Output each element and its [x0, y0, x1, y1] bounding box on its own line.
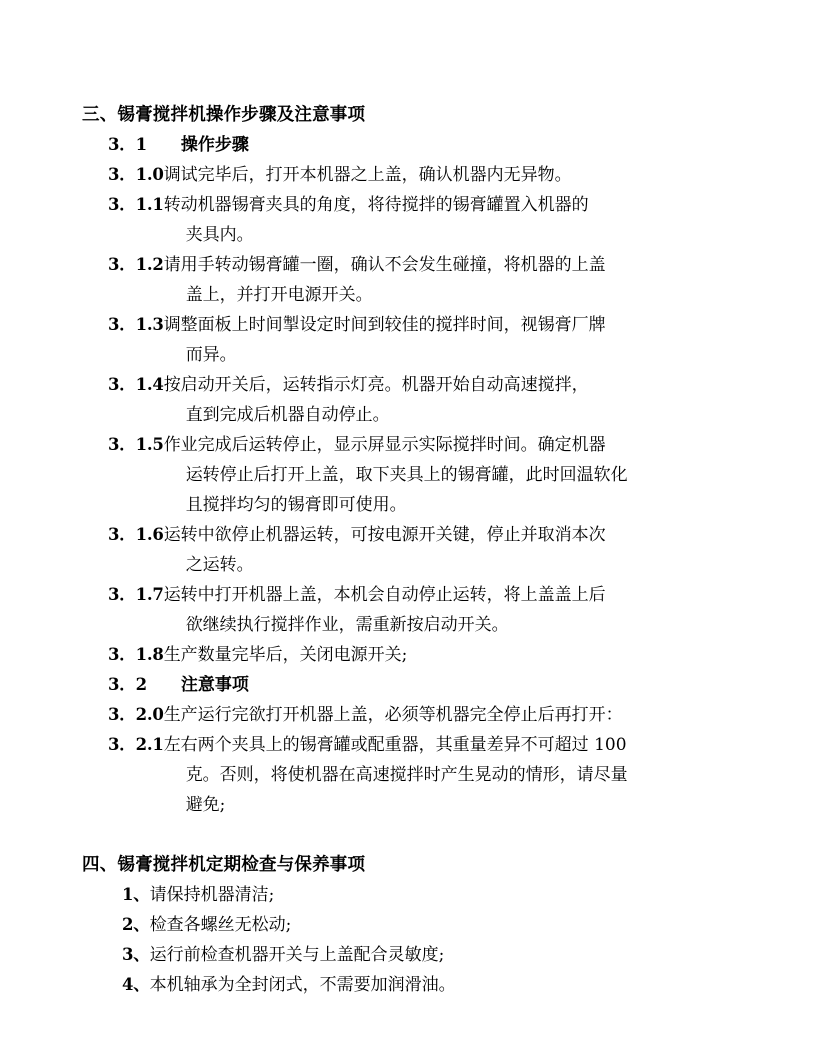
- step-line: 欲继续执行搅拌作业，需重新按启动开关。: [185, 615, 509, 635]
- step-line: 运转中欲停止机器运转，可按电源开关键，停止并取消本次: [163, 525, 606, 545]
- step-text: [164, 190, 758, 250]
- step-text: [164, 430, 758, 520]
- list-text: 请保持机器清洁;: [149, 885, 275, 905]
- step-line: 调试完毕后，打开本机器之上盖，确认机器内无异物。: [163, 165, 572, 185]
- step-text: [164, 640, 758, 670]
- note-line: 克。否则，将使机器在高速搅拌时产生晃动的情形，请尽量: [185, 765, 628, 785]
- step-line: 按启动开关后，运转指示灯亮。机器开始自动高速搅拌，: [163, 375, 589, 395]
- list-text: 本机轴承为全封闭式，不需要加润滑油。: [149, 975, 456, 995]
- step-line: 运转中打开机器上盖，本机会自动停止运转，将上盖盖上后: [163, 585, 606, 605]
- list-marker: 3、: [122, 945, 150, 964]
- maintenance-item-1: [82, 880, 758, 910]
- step-marker: 3．1.1: [108, 195, 164, 214]
- note-marker: 3．2.0: [108, 705, 164, 724]
- step-line: 夹具内。: [185, 225, 254, 245]
- step-3-1-2: [82, 250, 758, 310]
- list-marker: 4、: [122, 975, 150, 994]
- note-text: [164, 730, 758, 820]
- step-line: 直到完成后机器自动停止。: [185, 405, 390, 425]
- step-3-1-1: [82, 190, 758, 250]
- note-line: 生产运行完欲打开机器上盖，必须等机器完全停止后再打开：: [163, 705, 623, 725]
- section-heading-three: 三、锡膏搅拌机操作步骤及注意事项: [82, 105, 366, 125]
- note-text: [164, 700, 758, 730]
- step-marker: 3．1.3: [108, 315, 164, 334]
- maintenance-item-3: [82, 940, 758, 970]
- step-line: 之运转。: [185, 555, 254, 575]
- list-marker: 2、: [122, 915, 150, 934]
- list-text: 运行前检查机器开关与上盖配合灵敏度;: [149, 945, 445, 965]
- note-line: 左右两个夹具上的锡膏罐或配重器，其重量差异不可超过 100: [163, 735, 627, 755]
- step-marker: 3．1.5: [108, 435, 164, 454]
- note-marker: 3．2.1: [108, 735, 164, 754]
- step-text: [164, 580, 758, 640]
- step-line: 而异。: [185, 345, 237, 365]
- step-marker: 3．1.7: [108, 585, 164, 604]
- step-line: 转动机器锡膏夹具的角度，将待搅拌的锡膏罐置入机器的: [163, 195, 589, 215]
- step-3-1-0: [82, 160, 758, 190]
- step-line: 生产数量完毕后，关闭电源开关;: [163, 645, 408, 665]
- maintenance-item-4: [82, 970, 758, 1000]
- step-3-1-8: [82, 640, 758, 670]
- subheading-marker: 3．2: [108, 675, 147, 694]
- list-text: 检查各螺丝无松动;: [149, 915, 292, 935]
- step-marker: 3．1.0: [108, 165, 164, 184]
- step-text: [164, 310, 758, 370]
- step-marker: 3．1.6: [108, 525, 164, 544]
- step-3-1-4: [82, 370, 758, 430]
- subheading-label: 注意事项: [180, 675, 249, 695]
- step-marker: 3．1.8: [108, 645, 164, 664]
- subheading-label: 操作步骤: [180, 135, 249, 155]
- subheading-precautions: [82, 670, 758, 700]
- section-heading-four: 四、锡膏搅拌机定期检查与保养事项: [82, 855, 366, 875]
- note-line: 避免;: [185, 795, 226, 815]
- step-line: 且搅拌均匀的锡膏即可使用。: [185, 495, 407, 515]
- section-spacer: [82, 820, 758, 850]
- step-3-1-3: [82, 310, 758, 370]
- subheading-operation-steps: [82, 130, 758, 160]
- step-text: [164, 370, 758, 430]
- note-3-2-1: [82, 730, 758, 820]
- step-text: [164, 520, 758, 580]
- step-marker: 3．1.4: [108, 375, 164, 394]
- step-3-1-6: [82, 520, 758, 580]
- step-3-1-5: [82, 430, 758, 520]
- note-3-2-0: [82, 700, 758, 730]
- maintenance-item-2: [82, 910, 758, 940]
- step-line: 调整面板上时间掣设定时间到较佳的搅拌时间，视锡膏厂牌: [163, 315, 606, 335]
- step-line: 作业完成后运转停止，显示屏显示实际搅拌时间。确定机器: [163, 435, 606, 455]
- step-text: [164, 160, 758, 190]
- step-marker: 3．1.2: [108, 255, 164, 274]
- step-text: [164, 250, 758, 310]
- step-3-1-7: [82, 580, 758, 640]
- step-line: 运转停止后打开上盖，取下夹具上的锡膏罐，此时回温软化: [185, 465, 628, 485]
- list-marker: 1、: [122, 885, 150, 904]
- subheading-marker: 3．1: [108, 135, 147, 154]
- step-line: 请用手转动锡膏罐一圈，确认不会发生碰撞，将机器的上盖: [163, 255, 606, 275]
- step-line: 盖上，并打开电源开关。: [185, 285, 373, 305]
